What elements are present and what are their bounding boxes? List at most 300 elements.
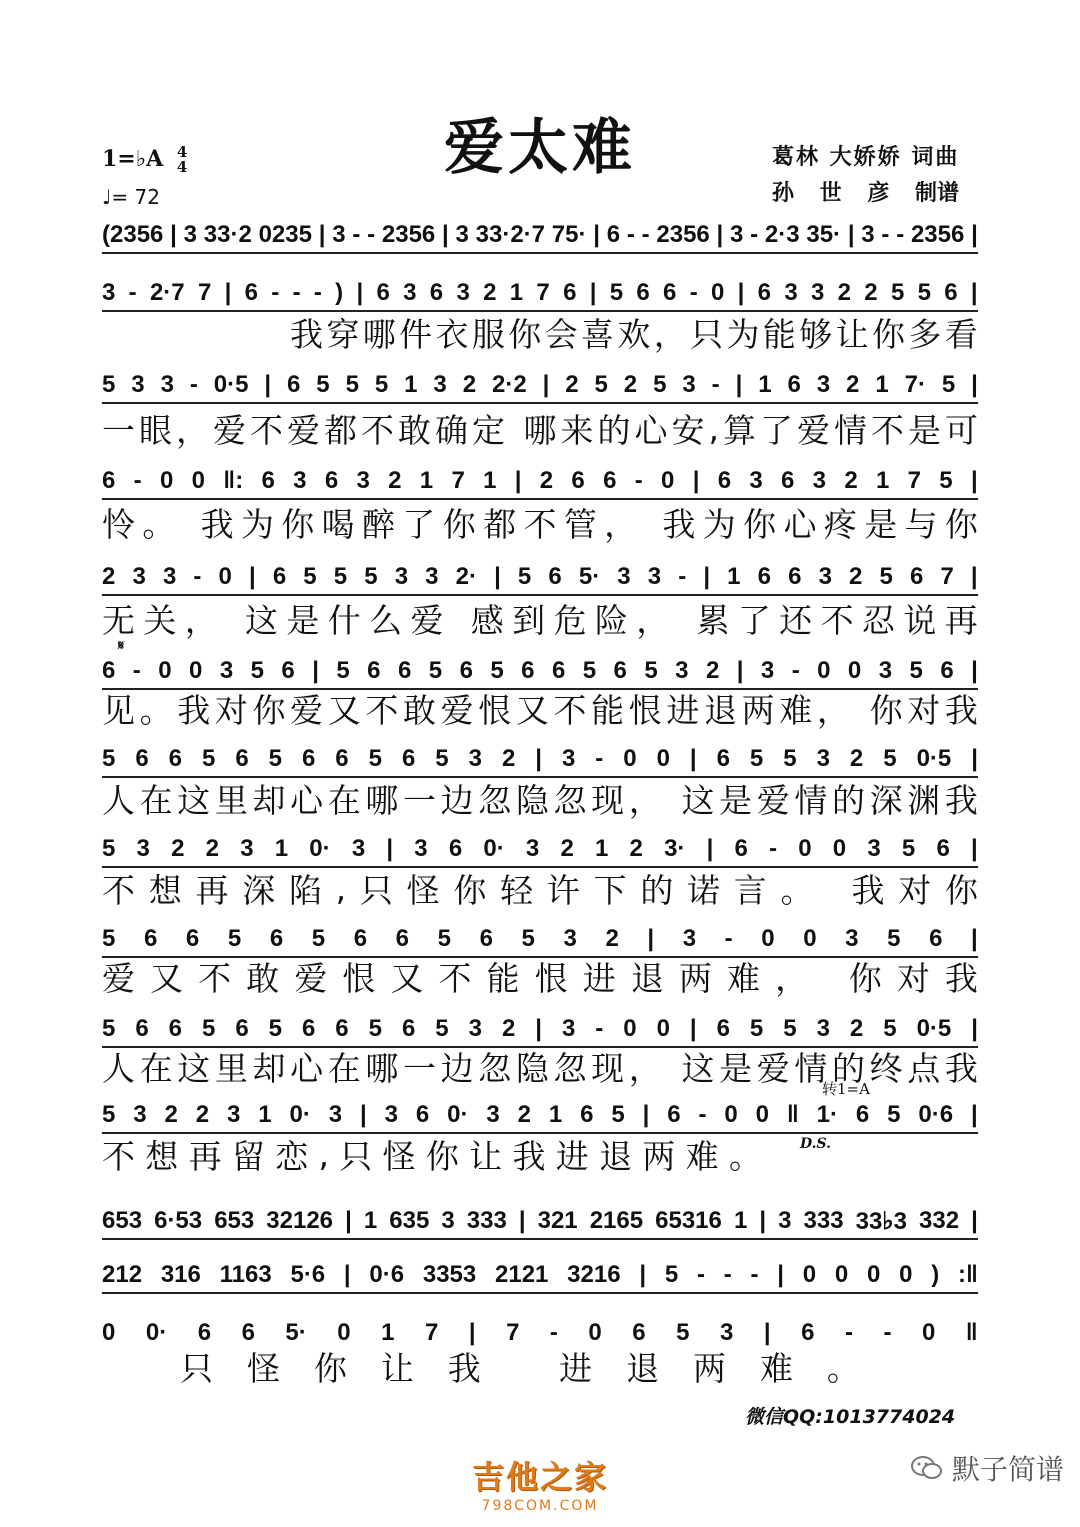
- note: 3: [525, 835, 540, 862]
- lyric-char: 哪: [365, 1048, 399, 1088]
- note: 2: [388, 467, 402, 494]
- note: 3: [760, 657, 775, 684]
- note: 0: [711, 279, 725, 306]
- lyric-char: 你: [944, 504, 978, 544]
- note: 7: [424, 1319, 439, 1346]
- lyric-char: 服: [471, 314, 505, 354]
- note: 3: [468, 1015, 482, 1042]
- notation-row: [102, 834, 978, 868]
- note: 653: [102, 1207, 143, 1234]
- lyric-char: 哪: [362, 314, 396, 354]
- lyric-char: 两: [642, 1136, 676, 1176]
- note: 3: [682, 371, 696, 398]
- note: 0: [623, 1015, 637, 1042]
- note: 6: [521, 657, 535, 684]
- lyric-char: 一: [102, 410, 135, 450]
- note: 5: [594, 371, 608, 398]
- note: 6: [787, 371, 801, 398]
- lyric-char: 能: [762, 314, 796, 354]
- note: 5: [887, 925, 901, 952]
- note: 3: [328, 1101, 343, 1128]
- barline: |: [647, 925, 655, 952]
- note: 3: [102, 279, 116, 306]
- note: 2: [846, 371, 860, 398]
- note: 3: [730, 221, 744, 248]
- note: 6: [551, 657, 566, 684]
- note: 2·: [455, 563, 477, 590]
- note: -: [641, 221, 650, 248]
- lyric-char: 你: [252, 690, 286, 730]
- lyric-char: 一: [403, 780, 436, 820]
- note: 6: [459, 657, 473, 684]
- lyric-char: [666, 779, 677, 818]
- note: 6: [281, 657, 295, 684]
- note: 6: [606, 221, 621, 248]
- note: 2: [205, 835, 219, 862]
- note: 6: [401, 1015, 416, 1042]
- note: 0: [832, 835, 847, 862]
- lyric-char: [827, 869, 838, 908]
- lyric-char: 却: [252, 780, 286, 820]
- note: 0: [588, 1319, 602, 1346]
- lyric-row: [180, 1346, 860, 1386]
- note: 2: [849, 745, 864, 772]
- key-text: 1=♭A: [102, 146, 164, 172]
- lyric-char: 对: [898, 870, 932, 910]
- note: 3: [332, 221, 346, 248]
- note: 3: [133, 1101, 147, 1128]
- note: 6: [244, 279, 258, 306]
- note: 3: [455, 221, 469, 248]
- lyric-char: 都: [483, 504, 517, 544]
- note: 6: [102, 467, 116, 494]
- note: 1·: [816, 1101, 839, 1128]
- note: 3: [720, 1319, 734, 1346]
- note: 3: [183, 221, 197, 248]
- note: 0: [724, 1101, 738, 1128]
- note: -: [133, 467, 142, 494]
- notation-row: [102, 466, 978, 500]
- note: 6: [667, 1101, 681, 1128]
- barline: |: [970, 279, 978, 306]
- lyric-char: 敢: [403, 690, 436, 730]
- lyric-char: 。: [142, 504, 176, 544]
- note: 2: [501, 745, 516, 772]
- note: 0: [802, 1261, 817, 1288]
- lyric-char: 再: [944, 600, 978, 640]
- lyric-char: 你: [848, 958, 882, 998]
- lyric-char: 关: [143, 600, 177, 640]
- note: 65316: [655, 1207, 722, 1234]
- lyric-char: 爱: [756, 780, 790, 820]
- note: -: [189, 371, 198, 398]
- note: 0: [337, 1319, 351, 1346]
- lyric-char: 件: [399, 314, 433, 354]
- note: 5: [374, 371, 389, 398]
- note: 6: [571, 467, 585, 494]
- lyric-char: 恨: [534, 958, 568, 998]
- note: 6: [168, 1015, 183, 1042]
- note: 5: [909, 657, 923, 684]
- segno-mark: 𝄋: [118, 638, 125, 654]
- barline: |: [386, 835, 394, 862]
- note: 6: [335, 745, 349, 772]
- lyric-char: 在: [139, 780, 173, 820]
- note: -: [711, 371, 720, 398]
- note: 0: [656, 1015, 670, 1042]
- note: -: [698, 1101, 707, 1128]
- lyric-char: 忽: [478, 1048, 512, 1088]
- note: 5: [250, 657, 264, 684]
- lyric-char: 不: [523, 504, 557, 544]
- lyric-char: 对: [907, 690, 941, 730]
- note: 6: [376, 279, 390, 306]
- lyric-char: 险: [594, 600, 628, 640]
- note: 5: [609, 279, 624, 306]
- lyric-char: 危: [553, 600, 587, 640]
- lyric-char: ，: [636, 600, 670, 640]
- lyric-char: 现: [591, 780, 625, 820]
- note: 5: [749, 1015, 764, 1042]
- barline: |: [514, 467, 522, 494]
- lyric-char: 算: [723, 410, 756, 450]
- lyric-row: [102, 1134, 762, 1174]
- note: 6: [716, 745, 730, 772]
- note: 6: [479, 925, 493, 952]
- note: 5: [102, 1015, 116, 1042]
- lyric-char: 再: [195, 870, 229, 910]
- note: 2: [164, 1101, 178, 1128]
- lyric-char: 隐: [515, 1048, 549, 1088]
- lyric-char: [645, 503, 656, 542]
- lyric-char: 你: [442, 504, 476, 544]
- note: 0·6: [369, 1261, 405, 1288]
- note: 3: [812, 467, 827, 494]
- modulation-mark: 转1=A: [822, 1080, 870, 1098]
- note: 6: [269, 925, 284, 952]
- barline: ‖: [786, 1101, 799, 1128]
- lyric-char: 怪: [382, 1136, 416, 1176]
- note: 35·: [806, 221, 842, 248]
- lyric-char: 来: [560, 410, 594, 450]
- lyric-char: 怜: [102, 504, 135, 544]
- lyric-char: 忽: [553, 780, 587, 820]
- barline: |: [494, 563, 501, 590]
- lyric-char: 爱: [440, 690, 474, 730]
- lyric-char: 不: [871, 410, 904, 450]
- note: 0: [847, 657, 862, 684]
- note: 5: [428, 657, 443, 684]
- barline: |: [170, 221, 177, 248]
- note: 2: [560, 835, 574, 862]
- note: 7: [506, 1319, 520, 1346]
- lyric-char: 你: [313, 1348, 347, 1388]
- note: 1: [419, 467, 434, 494]
- note: 3: [486, 1101, 500, 1128]
- barline: |: [703, 563, 711, 590]
- lyric-char: 欢: [617, 314, 651, 354]
- lyric-char: 都: [324, 410, 357, 450]
- lyric-row: [102, 408, 978, 448]
- notation-row: [102, 370, 978, 404]
- lyric-char: 还: [779, 600, 813, 640]
- lyric-char: 难: [727, 958, 761, 998]
- barline: |: [689, 1015, 697, 1042]
- note: 2: [844, 467, 858, 494]
- note: 1: [363, 1207, 378, 1234]
- note: -: [132, 657, 141, 684]
- barline: |: [706, 835, 714, 862]
- lyric-char: ，: [604, 504, 638, 544]
- note: -: [595, 1015, 604, 1042]
- note: -: [313, 279, 322, 306]
- note: 6: [235, 745, 249, 772]
- lyric-char: 了: [760, 410, 793, 450]
- note: -: [723, 1261, 732, 1288]
- lyric-char: 累: [696, 600, 730, 640]
- note: 2356: [381, 221, 436, 248]
- lyric-char: 让: [380, 1348, 414, 1388]
- note: 6: [757, 279, 772, 306]
- note: 6: [603, 467, 617, 494]
- note: 6: [235, 1015, 249, 1042]
- note: 1: [727, 563, 741, 590]
- note: 3: [356, 467, 370, 494]
- lyric-char: 不: [553, 690, 587, 730]
- note: 2: [195, 1101, 210, 1128]
- lyric-char: 我: [290, 314, 323, 354]
- wechat-icon: [910, 1454, 944, 1482]
- lyric-char: 这: [177, 780, 211, 820]
- lyric-char: 你: [743, 504, 777, 544]
- barline: |: [736, 657, 744, 684]
- note: 333: [803, 1207, 844, 1234]
- lyric-char: 陷: [288, 870, 322, 910]
- lyric-char: [678, 599, 689, 638]
- note: -: [352, 221, 361, 248]
- note: 3·: [664, 835, 686, 862]
- note: 5: [102, 745, 116, 772]
- barline: |: [737, 279, 745, 306]
- lyric-char: 诺: [687, 870, 721, 910]
- lyric-char: 在: [327, 780, 361, 820]
- lyric-char: 两: [693, 1348, 726, 1388]
- note: 3: [414, 835, 428, 862]
- lyric-char: 不: [198, 958, 232, 998]
- note: 3: [403, 279, 417, 306]
- lyric-char: 让: [469, 1136, 503, 1176]
- note: 1: [509, 279, 524, 306]
- lyric-char: 恨: [628, 690, 662, 730]
- note: -: [791, 657, 800, 684]
- note: -: [689, 279, 698, 306]
- lyric-char: 恨: [342, 958, 376, 998]
- watermark: [910, 1448, 1064, 1488]
- lyric-char: 到: [512, 600, 546, 640]
- lyric-char: [452, 599, 463, 638]
- lyric-char: 可: [945, 410, 978, 450]
- note: 3: [647, 563, 662, 590]
- note: 0: [158, 657, 172, 684]
- lyric-char: 你: [425, 1136, 459, 1176]
- lyric-char: 边: [440, 780, 474, 820]
- note: 3: [784, 279, 798, 306]
- barline: |: [359, 1101, 367, 1128]
- lyric-char: 的: [640, 870, 674, 910]
- lyric-char: 感: [470, 600, 504, 640]
- ds-mark: D.S.: [800, 1136, 832, 1152]
- note: 2: [102, 563, 116, 590]
- note: 5: [102, 835, 116, 862]
- note: 0: [803, 925, 817, 952]
- lyric-char: 对: [214, 690, 248, 730]
- note: 2: [705, 657, 720, 684]
- lyric-char: 爱: [410, 600, 444, 640]
- note: 0: [899, 1261, 913, 1288]
- lyric-char: 进: [559, 1348, 593, 1388]
- note: 0235: [258, 221, 312, 248]
- lyric-char: 难: [685, 1136, 719, 1176]
- lyric-char: 。: [826, 1348, 860, 1388]
- lyric-char: 我: [200, 504, 234, 544]
- note: 6: [944, 279, 958, 306]
- notation-row: [102, 1206, 978, 1240]
- barline: |: [971, 657, 978, 684]
- lyric-char: 爱: [294, 958, 328, 998]
- note: ): [931, 1261, 940, 1288]
- note: 6: [335, 1015, 349, 1042]
- note: 5: [316, 371, 330, 398]
- note: 6: [548, 563, 562, 590]
- note: 3216: [567, 1261, 621, 1288]
- note: 3: [778, 1207, 792, 1234]
- note: 5: [345, 371, 359, 398]
- note: 0: [866, 1261, 881, 1288]
- lyric-char: 退: [630, 958, 664, 998]
- note: 5: [883, 1015, 897, 1042]
- key-signature: [102, 145, 187, 175]
- note: 6·53: [154, 1207, 203, 1234]
- note: 6: [580, 1101, 594, 1128]
- note: 7: [197, 279, 212, 306]
- note: 3: [561, 1015, 576, 1042]
- barline: |: [589, 279, 597, 306]
- lyric-row: [290, 312, 978, 352]
- barline: |: [759, 1207, 767, 1234]
- lyric-char: 爱: [797, 410, 830, 450]
- lyric-char: 我: [177, 690, 211, 730]
- lyric-char: 衣: [435, 314, 469, 354]
- note: 2: [171, 835, 185, 862]
- barline: |: [735, 371, 743, 398]
- note: 2: [501, 1015, 516, 1042]
- barline: |: [971, 745, 978, 772]
- note: 3: [878, 657, 893, 684]
- lyric-char: 对: [896, 958, 930, 998]
- note: 3: [441, 1207, 455, 1234]
- note: 0: [921, 1319, 936, 1346]
- note: 5: [435, 1015, 449, 1042]
- lyric-char: 与: [904, 504, 938, 544]
- note: 3: [456, 279, 470, 306]
- note: 1163: [219, 1261, 272, 1288]
- note: 6: [143, 925, 158, 952]
- lyric-char: 终: [869, 1048, 903, 1088]
- barline: |: [716, 221, 724, 248]
- note: 6: [636, 279, 650, 306]
- note: 1: [548, 1101, 563, 1128]
- lyric-char: 人: [102, 780, 135, 820]
- note: 6: [855, 1101, 870, 1128]
- lyric-char: 进: [666, 690, 700, 730]
- lyric-char: 你: [869, 690, 903, 730]
- lyric-char: 你: [944, 870, 978, 910]
- note: 6: [301, 745, 316, 772]
- lyric-char: 在: [139, 1048, 173, 1088]
- note: 5: [311, 925, 326, 952]
- lyric-char: 么: [369, 600, 403, 640]
- note: -: [696, 1261, 705, 1288]
- note: 5·: [285, 1319, 307, 1346]
- lyric-char: 你: [281, 504, 315, 544]
- note: 0: [761, 925, 775, 952]
- lyric-char: 你: [508, 314, 542, 354]
- lyric-char: 忽: [478, 780, 512, 820]
- note: 2165: [589, 1207, 644, 1234]
- note: 5: [887, 1101, 901, 1128]
- lyric-char: 敢: [398, 410, 431, 450]
- lyric-char: 确: [435, 410, 468, 450]
- lyric-char: 言: [733, 870, 767, 910]
- lyric-char: ，: [628, 1048, 662, 1088]
- barline: |: [970, 467, 978, 494]
- note: ): [335, 279, 344, 306]
- note: 0·6: [918, 1101, 954, 1128]
- note: 5: [917, 279, 931, 306]
- lyric-char: 心: [634, 410, 668, 450]
- note: 3: [818, 563, 832, 590]
- lyric-char: 穿: [326, 314, 360, 354]
- note: 6: [197, 1319, 212, 1346]
- note: 1: [404, 371, 418, 398]
- note: 33♭3: [855, 1207, 907, 1235]
- lyric-char: 这: [681, 780, 715, 820]
- note: 5: [517, 563, 532, 590]
- note: 1: [875, 371, 889, 398]
- note: 0: [656, 745, 670, 772]
- note: -: [626, 221, 635, 248]
- note: 2·7: [149, 279, 185, 306]
- note: 2: [565, 371, 579, 398]
- note: -: [549, 1319, 558, 1346]
- lyric-char: 疼: [823, 504, 857, 544]
- note: 5: [303, 563, 317, 590]
- note: 6: [301, 1015, 316, 1042]
- note: -: [128, 279, 137, 306]
- note: 2: [849, 1015, 864, 1042]
- lyric-char: 爱: [290, 690, 324, 730]
- note: 3: [162, 563, 177, 590]
- note: 6: [716, 1015, 730, 1042]
- note: 7: [940, 563, 954, 590]
- lyric-char: 却: [252, 1048, 286, 1088]
- note: 75·: [551, 221, 587, 248]
- note: 3: [433, 371, 447, 398]
- lyric-char: 够: [799, 314, 833, 354]
- lyric-char: ，: [816, 690, 850, 730]
- note: 6: [397, 657, 412, 684]
- note: 33·2: [203, 221, 252, 248]
